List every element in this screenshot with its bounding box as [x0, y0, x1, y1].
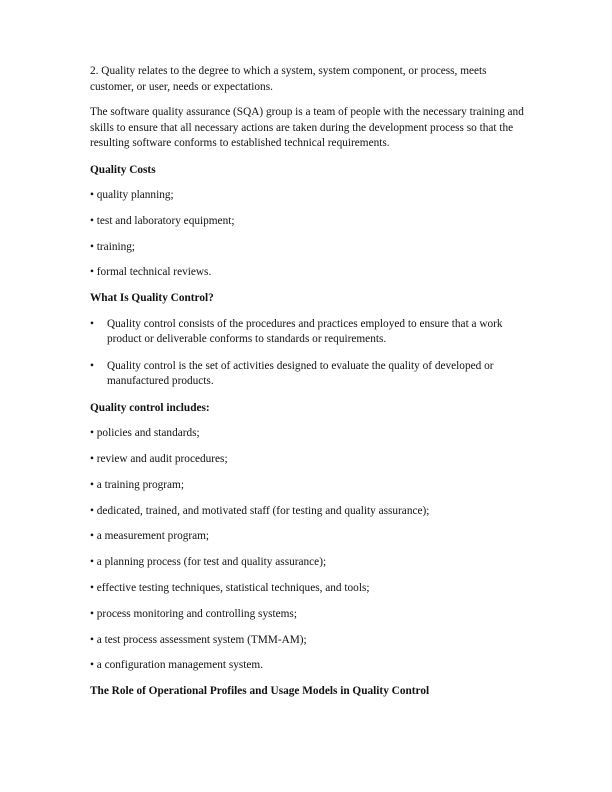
- list-item: • a planning process (for test and quality assurance);: [90, 556, 327, 569]
- list-item: • process monitoring and controlling systems;: [90, 607, 297, 620]
- list-item: • dedicated, trained, and motivated staff (for testing and quality assurance);: [90, 504, 430, 517]
- list-item: • quality planning;: [90, 189, 174, 201]
- document-page: [90, 64, 530, 710]
- list-item: • formal technical reviews.: [90, 266, 212, 279]
- list-item: • a configuration management system.: [90, 659, 264, 672]
- qc-includes-heading: Quality control includes:: [90, 401, 210, 414]
- list-item-text: Quality control consists of the procedures and practices employed to ensure that a work product or deliverable conforms to standards or requirements.: [107, 317, 503, 346]
- list-item: • training;: [90, 240, 136, 253]
- quality-control-definitions-list: [90, 317, 530, 390]
- qc-includes-list: [90, 426, 530, 674]
- quality-costs-list: [90, 188, 530, 281]
- list-item: • a test process assessment system (TMM-AM);: [90, 633, 307, 646]
- list-item: [90, 359, 530, 390]
- list-item: • review and audit procedures;: [90, 452, 228, 465]
- bullet-mark: •: [90, 317, 94, 330]
- list-item: • effective testing techniques, statistical techniques, and tools;: [90, 581, 370, 594]
- operational-profiles-heading: The Role of Operational Profiles and Usage Models in Quality Control: [90, 685, 430, 698]
- quality-definition-paragraph: 2. Quality relates to the degree to which a system, system component, or process, meets customer, or user, needs or expectations.: [90, 65, 487, 93]
- sqa-paragraph: The software quality assurance (SQA) group is a team of people with the necessary training and skills to ensure that all necessary actions are taken during the development process so that the resulting software conforms to established technical requirements.: [90, 106, 524, 149]
- list-item: [90, 317, 530, 348]
- list-item: • a measurement program;: [90, 530, 210, 543]
- quality-control-heading: What Is Quality Control?: [90, 292, 214, 305]
- list-item-text: Quality control is the set of activities designed to evaluate the quality of developed or manufactured products.: [107, 359, 494, 388]
- quality-costs-heading: Quality Costs: [90, 163, 156, 176]
- list-item: • a training program;: [90, 478, 184, 491]
- list-item: • test and laboratory equipment;: [90, 214, 235, 227]
- list-item: • policies and standards;: [90, 427, 200, 440]
- bullet-mark: •: [90, 359, 94, 372]
